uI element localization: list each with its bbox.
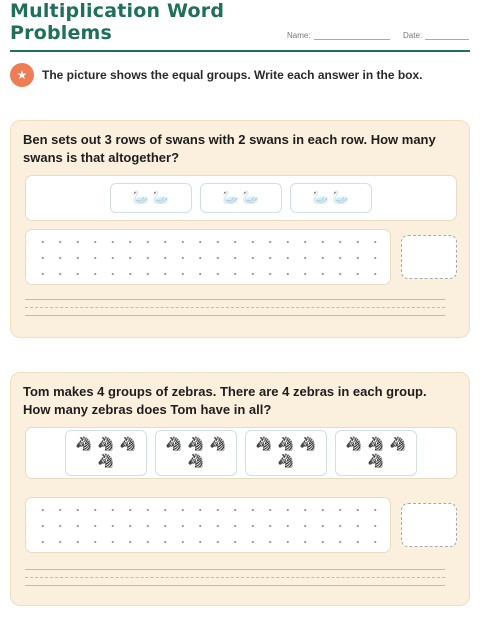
zebra-icon: 🦓 bbox=[367, 454, 385, 469]
swan-icon: 🦢 bbox=[222, 190, 240, 206]
date-label: Date: bbox=[403, 31, 423, 40]
date-field[interactable] bbox=[403, 31, 469, 40]
answer-box[interactable] bbox=[401, 503, 457, 547]
zebra-icon: 🦓 bbox=[119, 437, 137, 452]
swan-icon: 🦢 bbox=[152, 190, 170, 206]
star-icon: ★ bbox=[10, 63, 34, 87]
zebra-icon: 🦓 bbox=[255, 437, 273, 452]
zebra-icon: 🦓 bbox=[187, 437, 205, 452]
writing-midline bbox=[25, 307, 445, 308]
instruction-text: The picture shows the equal groups. Write each answer in the box. bbox=[42, 68, 423, 82]
zebra-icon: 🦓 bbox=[97, 454, 115, 469]
page-title: Multiplication Word Problems bbox=[10, 0, 225, 44]
picture-groups bbox=[25, 175, 457, 221]
swan-icon: 🦢 bbox=[332, 190, 350, 206]
header-rule bbox=[10, 50, 470, 52]
zebra-icon: 🦓 bbox=[209, 437, 227, 452]
zebra-icon: 🦓 bbox=[389, 437, 407, 452]
writing-line bbox=[25, 315, 445, 316]
zebra-icon: 🦓 bbox=[345, 437, 363, 452]
dot-grid-workspace[interactable] bbox=[25, 229, 391, 285]
swan-icon: 🦢 bbox=[312, 190, 330, 206]
writing-line bbox=[25, 299, 445, 300]
swan-icon: 🦢 bbox=[132, 190, 150, 206]
group-box bbox=[245, 430, 327, 476]
zebra-icon: 🦓 bbox=[277, 454, 295, 469]
swan-icon: 🦢 bbox=[242, 190, 260, 206]
zebra-icon: 🦓 bbox=[299, 437, 317, 452]
name-field[interactable] bbox=[287, 31, 390, 40]
writing-midline bbox=[25, 577, 445, 578]
zebra-icon: 🦓 bbox=[277, 437, 295, 452]
zebra-icon: 🦓 bbox=[165, 437, 183, 452]
group-box bbox=[155, 430, 237, 476]
picture-groups bbox=[25, 427, 457, 479]
group-box bbox=[335, 430, 417, 476]
dot-grid-workspace[interactable] bbox=[25, 497, 391, 553]
group-box bbox=[65, 430, 147, 476]
writing-line bbox=[25, 585, 445, 586]
writing-line bbox=[25, 569, 445, 570]
answer-box[interactable] bbox=[401, 235, 457, 279]
group-box bbox=[290, 183, 372, 213]
problem-card-2 bbox=[10, 372, 470, 606]
problem-card-1 bbox=[10, 120, 470, 338]
zebra-icon: 🦓 bbox=[97, 437, 115, 452]
group-box bbox=[110, 183, 192, 213]
zebra-icon: 🦓 bbox=[75, 437, 93, 452]
instruction bbox=[10, 63, 423, 87]
zebra-icon: 🦓 bbox=[367, 437, 385, 452]
zebra-icon: 🦓 bbox=[187, 454, 205, 469]
question-text: Ben sets out 3 rows of swans with 2 swans in each row. How many swans is that altogether? bbox=[23, 132, 436, 165]
question-text: Tom makes 4 groups of zebras. There are 4 zebras in each group. How many zebras does Tom have in all? bbox=[23, 384, 427, 417]
group-box bbox=[200, 183, 282, 213]
name-label: Name: bbox=[287, 31, 311, 40]
